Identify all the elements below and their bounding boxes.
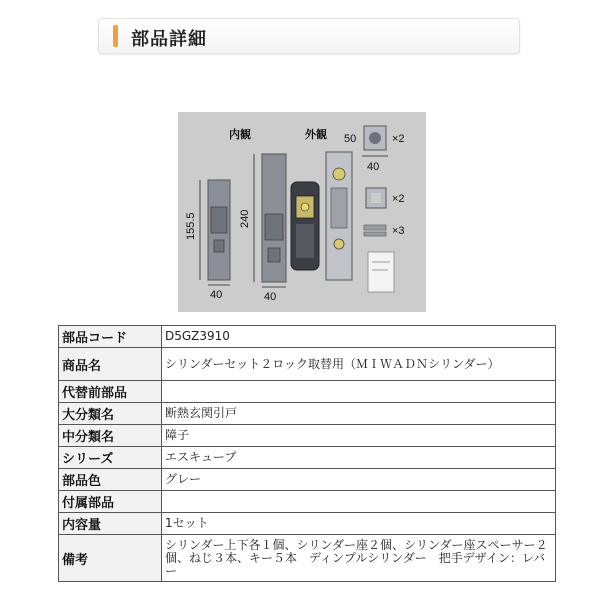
dim-40-inner-large: 40 (264, 291, 277, 303)
spec-row-minor-category (59, 425, 556, 447)
product-diagram (178, 112, 426, 312)
spec-table (58, 325, 556, 582)
header-accent-bar (113, 25, 118, 47)
spec-label: シリーズ (59, 447, 162, 469)
dim-50: 50 (344, 133, 357, 145)
spec-value (162, 381, 556, 403)
spec-row-series (59, 447, 556, 469)
product-image (178, 112, 426, 312)
spec-label: 部品色 (59, 469, 162, 491)
spec-row-notes (59, 535, 556, 582)
spec-value: シリンダー上下各１個、シリンダー座２個、シリンダー座スペーサー２個、ねじ３本、キー５本 ディンプルシリンダー 把手デザイン：レバー (162, 535, 556, 582)
spec-label: 商品名 (59, 348, 162, 381)
spec-label: 付属部品 (59, 491, 162, 513)
screws (364, 225, 386, 230)
spec-label: 内容量 (59, 513, 162, 535)
spec-row-part-code (59, 326, 556, 348)
dim-240: 240 (239, 209, 251, 228)
spec-value: シリンダーセット２ロック取替用（ＭＩＷＡＤＮシリンダー） (162, 348, 556, 381)
spec-label: 備考 (59, 535, 162, 582)
spec-value: D5GZ3910 (162, 326, 556, 348)
spec-label: 代替前部品 (59, 381, 162, 403)
spec-label: 部品コード (59, 326, 162, 348)
spec-row-accessories (59, 491, 556, 513)
spec-row-product-name (59, 348, 556, 381)
spec-row-color (59, 469, 556, 491)
qty-spacer: ×2 (392, 193, 405, 205)
spec-label: 大分類名 (59, 403, 162, 425)
dim-155: 155.5 (185, 212, 197, 240)
spec-label: 中分類名 (59, 425, 162, 447)
spec-row-replacement (59, 381, 556, 403)
section-header (98, 18, 520, 54)
spec-value: グレー (162, 469, 556, 491)
dim-40-inner-small: 40 (210, 289, 223, 301)
spec-value (162, 491, 556, 513)
spec-value: 1セット (162, 513, 556, 535)
label-outer: 外観 (305, 128, 327, 141)
section-title: 部品詳細 (131, 29, 207, 50)
spec-value: 断熱玄関引戸 (162, 403, 556, 425)
key-bag (368, 252, 394, 292)
spec-value: エスキューブ (162, 447, 556, 469)
spec-row-major-category (59, 403, 556, 425)
dim-40-seat: 40 (367, 161, 380, 173)
qty-seat: ×2 (392, 133, 405, 145)
qty-screw: ×3 (392, 225, 405, 237)
spec-row-quantity (59, 513, 556, 535)
label-inner: 内観 (229, 128, 251, 141)
spec-value: 障子 (162, 425, 556, 447)
